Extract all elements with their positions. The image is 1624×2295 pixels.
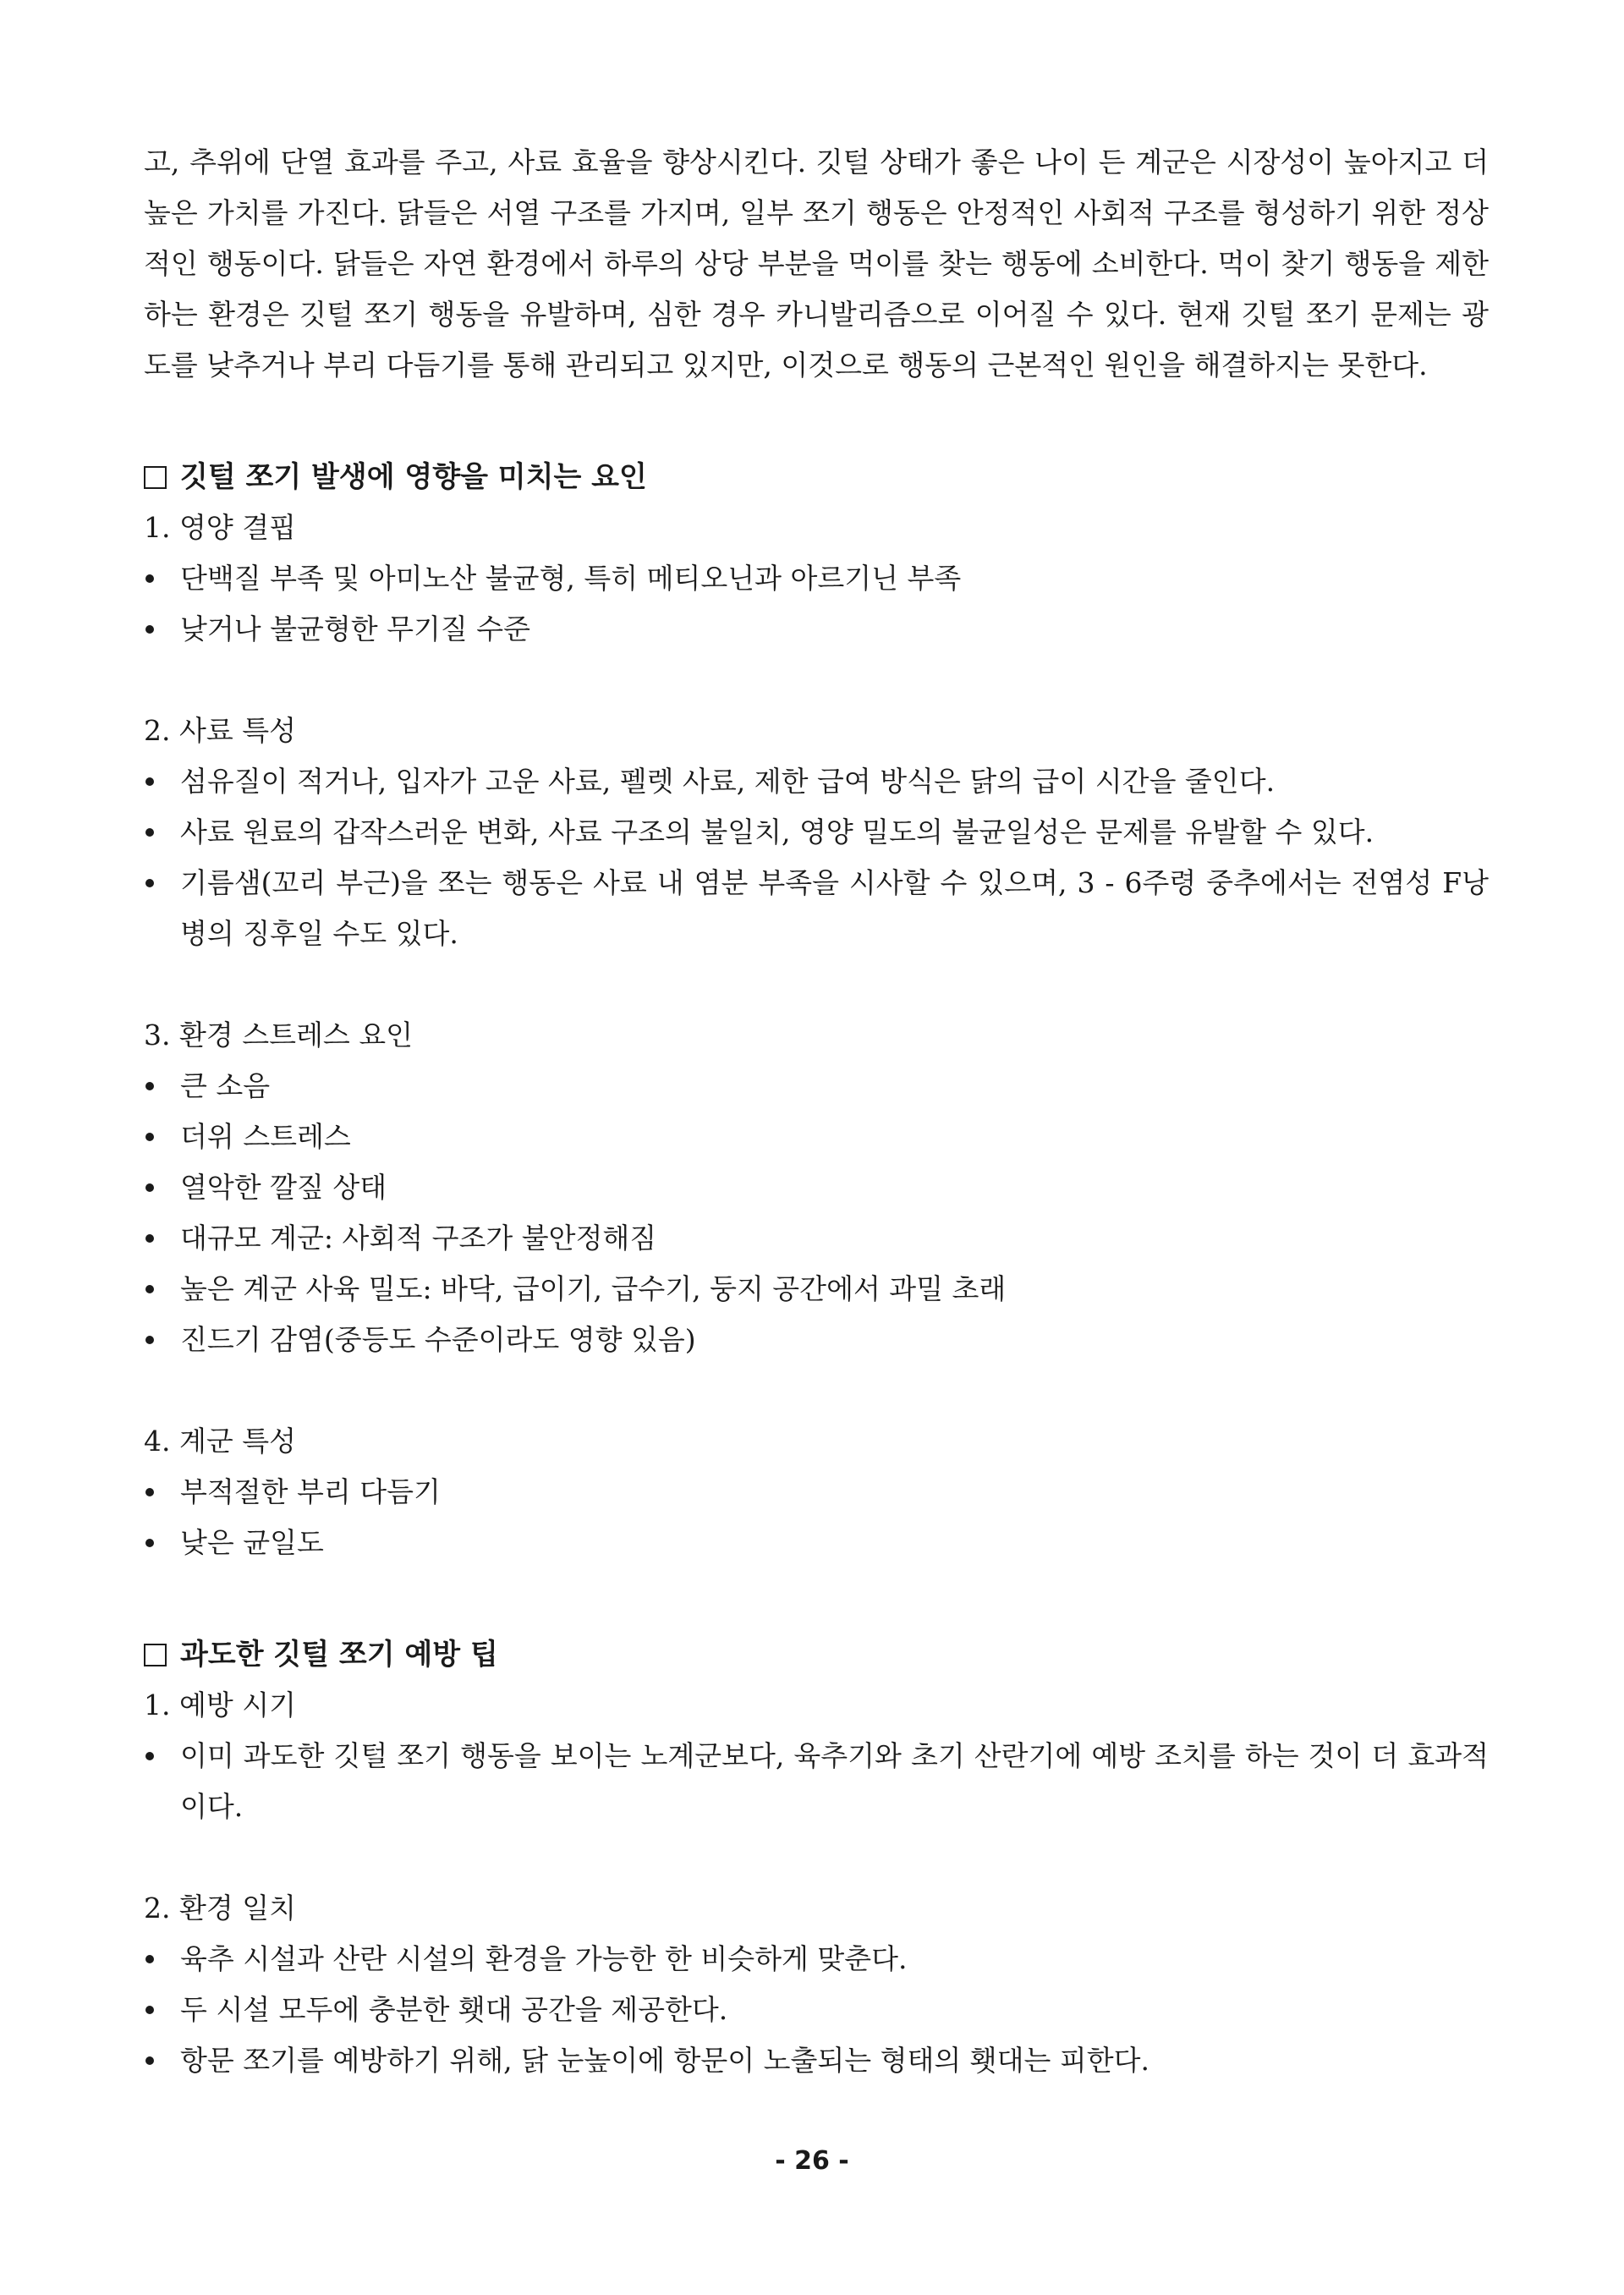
- bullet-item: [144, 1264, 1489, 1315]
- section: [144, 1629, 1489, 2086]
- bullet-item: [144, 2035, 1489, 2086]
- subsection-heading: 2. 환경 일치: [144, 1891, 296, 1924]
- bullet-icon: [145, 1285, 154, 1293]
- bullet-item: [144, 1518, 1489, 1568]
- bullet-item: [144, 807, 1489, 858]
- section-title-text: 과도한 깃털 쪼기 예방 팁: [180, 1638, 498, 1672]
- bullet-icon: [145, 1752, 154, 1760]
- bullet-text: 열악한 깔짚 상태: [180, 1171, 387, 1204]
- bullet-icon: [145, 2056, 154, 2065]
- section-title: [144, 452, 1489, 502]
- bullet-item: [144, 1213, 1489, 1264]
- bullet-item: [144, 756, 1489, 807]
- bullet-text: 항문 쪼기를 예방하기 위해, 닭 눈높이에 항문이 노출되는 형태의 횃대는 피한다.: [180, 2044, 1149, 2077]
- bullet-item: [144, 1162, 1489, 1213]
- bullet-text: 더위 스트레스: [180, 1120, 351, 1153]
- bullet-icon: [145, 1082, 154, 1090]
- bullet-item: [144, 1315, 1489, 1365]
- bullet-text: 사료 원료의 갑작스러운 변화, 사료 구조의 불일치, 영양 밀도의 불균일성은 문제를 유발할 수 있다.: [180, 815, 1374, 848]
- bullet-item: [144, 1061, 1489, 1112]
- bullet-item: [144, 858, 1489, 959]
- subsection-heading: 2. 사료 특성: [144, 714, 296, 747]
- subsection: [144, 1883, 1489, 2086]
- subsection-heading: 3. 환경 스트레스 요인: [144, 1018, 413, 1051]
- subsection: [144, 706, 1489, 959]
- bullet-icon: [145, 1183, 154, 1192]
- bullet-text: 높은 계군 사육 밀도: 바닥, 급이기, 급수기, 둥지 공간에서 과밀 초래: [180, 1272, 1007, 1305]
- bullet-item: [144, 553, 1489, 604]
- bullet-icon: [145, 1336, 154, 1344]
- subsection: [144, 1416, 1489, 1568]
- bullet-text: 낮은 균일도: [180, 1526, 324, 1559]
- bullet-icon: [145, 2006, 154, 2014]
- bullet-item: [144, 1112, 1489, 1162]
- bullet-icon: [145, 574, 154, 583]
- section-title: [144, 1629, 1489, 1680]
- bullet-text: 섬유질이 적거나, 입자가 고운 사료, 펠렛 사료, 제한 급여 방식은 닭의 급이 시간을 줄인다.: [180, 765, 1276, 798]
- subsection: [144, 502, 1489, 655]
- bullet-icon: [145, 1133, 154, 1141]
- bullet-text: 기름샘(꼬리 부근)을 쪼는 행동은 사료 내 염분 부족을 시사할 수 있으며, 3 - 6주령 중추에서는 전염성 F낭병의 징후일 수도 있다.: [180, 866, 1489, 950]
- bullet-list: [144, 553, 1489, 655]
- bullet-text: 단백질 부족 및 아미노산 불균형, 특히 메티오닌과 아르기닌 부족: [180, 562, 962, 595]
- bullet-icon: [145, 828, 154, 837]
- bullet-icon: [145, 1539, 154, 1547]
- bullet-text: 부적절한 부리 다듬기: [180, 1475, 441, 1508]
- bullet-list: [144, 1467, 1489, 1568]
- subsection: [144, 1010, 1489, 1365]
- bullet-list: [144, 1934, 1489, 2086]
- bullet-icon: [145, 879, 154, 887]
- bullet-text: 육추 시설과 산란 시설의 환경을 가능한 한 비슷하게 맞춘다.: [180, 1942, 908, 1975]
- intro-paragraph: 고, 추위에 단열 효과를 주고, 사료 효율을 향상시킨다. 깃털 상태가 좋은 나이 든 계군은 시장성이 높아지고 더 높은 가치를 가진다. 닭들은 서열 구조를 가지며, 일부 쪼기 행동은 안정적인 사회적 구조를 형성하기 위한 정상적인 행동이다. 닭들은 자연 환경에서 하루의 상당 부분을 먹이를 찾는 행동에 소비한다. 먹이 찾기 행동을 제한하는 환경은 깃털 쪼기 행동을 유발하며, 심한 경우 카니발리즘으로 이어질 수 있다. 현재 깃털 쪼기 문제는 광도를 낮추거나 부리 다듬기를 통해 관리되고 있지만, 이것으로 행동의 근본적인 원인을 해결하지는 못한다.: [144, 145, 1489, 382]
- bullet-list: [144, 756, 1489, 959]
- page-content: [144, 137, 1489, 2086]
- bullet-text: 낮거나 불균형한 무기질 수준: [180, 612, 531, 645]
- checkbox-square-icon: [144, 466, 167, 489]
- bullet-text: 이미 과도한 깃털 쪼기 행동을 보이는 노계군보다, 육추기와 초기 산란기에 예방 조치를 하는 것이 더 효과적이다.: [180, 1739, 1489, 1823]
- subsection-heading: 1. 영양 결핍: [144, 511, 296, 544]
- bullet-item: [144, 1985, 1489, 2035]
- bullet-item: [144, 1467, 1489, 1518]
- bullet-text: 큰 소음: [180, 1069, 271, 1102]
- bullet-list: [144, 1731, 1489, 1832]
- bullet-text: 두 시설 모두에 충분한 횃대 공간을 제공한다.: [180, 1993, 728, 2026]
- subsection: [144, 1680, 1489, 1832]
- bullet-item: [144, 1731, 1489, 1832]
- bullet-icon: [145, 1488, 154, 1496]
- bullet-item: [144, 1934, 1489, 1985]
- subsection-heading: 4. 계군 특성: [144, 1425, 296, 1458]
- bullet-list: [144, 1061, 1489, 1365]
- sections-container: [144, 452, 1489, 2086]
- section-title-text: 깃털 쪼기 발생에 영향을 미치는 요인: [180, 460, 647, 494]
- bullet-icon: [145, 1955, 154, 1963]
- bullet-item: [144, 604, 1489, 655]
- bullet-text: 대규모 계군: 사회적 구조가 불안정해짐: [180, 1222, 657, 1255]
- bullet-icon: [145, 777, 154, 786]
- bullet-icon: [145, 1234, 154, 1243]
- subsection-heading: 1. 예방 시기: [144, 1688, 296, 1721]
- section: [144, 452, 1489, 1568]
- checkbox-square-icon: [144, 1644, 167, 1666]
- bullet-text: 진드기 감염(중등도 수준이라도 영향 있음): [180, 1323, 696, 1356]
- bullet-icon: [145, 625, 154, 634]
- page-number: - 26 -: [775, 2146, 849, 2176]
